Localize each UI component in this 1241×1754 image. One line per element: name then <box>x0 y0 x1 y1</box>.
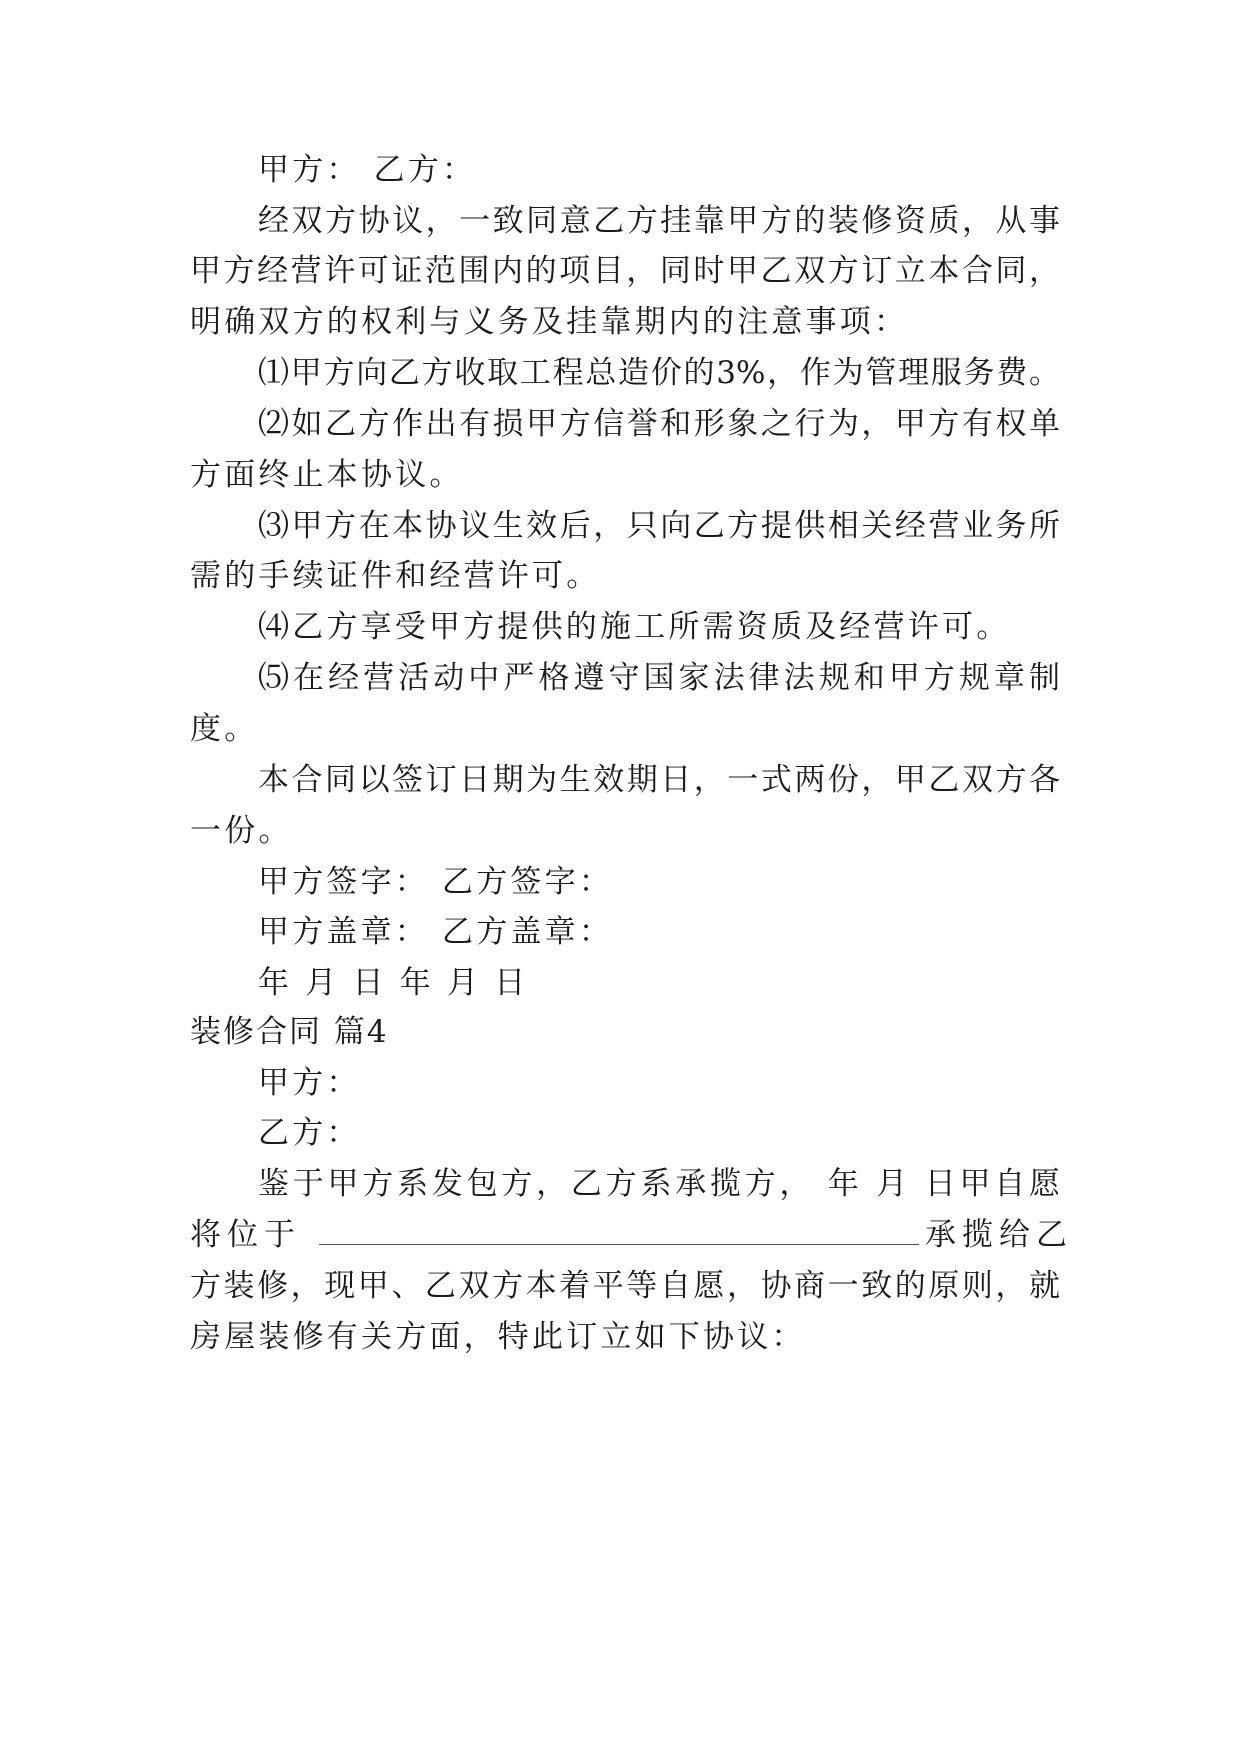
seal-line: 甲方盖章： 乙方盖章： <box>258 914 614 950</box>
parties-line: 甲方： 乙方： <box>258 152 477 188</box>
intro-line: 房屋装修有关方面，特此订立如下协议： <box>190 1319 806 1355</box>
party-b-label: 乙方： <box>258 1115 361 1151</box>
location-blank <box>319 1216 919 1245</box>
location-suffix: 承揽给乙 <box>925 1217 1073 1253</box>
location-prefix: 将位于 <box>190 1217 301 1253</box>
section-title: 装修合同 篇4 <box>190 1014 389 1050</box>
clause-2: ⑵如乙方作出有损甲方信誉和形象之行为，甲方有权单 <box>258 406 1060 442</box>
intro-line: 方装修，现甲、乙双方本着平等自愿，协商一致的原则，就 <box>190 1268 1060 1304</box>
signature-line: 甲方签字： 乙方签字： <box>258 864 614 900</box>
intro-line-location <box>190 1215 1073 1255</box>
clause-5-cont: 度。 <box>190 711 259 747</box>
paragraph-line: 经双方协议，一致同意乙方挂靠甲方的装修资质，从事 <box>258 203 1060 239</box>
clause-4: ⑷乙方享受甲方提供的施工所需资质及经营许可。 <box>258 609 1011 645</box>
clause-1: ⑴甲方向乙方收取工程总造价的3%，作为管理服务费。 <box>258 355 1060 391</box>
clause-3-cont: 需的手续证件和经营许可。 <box>190 558 601 594</box>
date-line: 年 月 日 年 月 日 <box>258 965 529 1001</box>
paragraph-line: 甲方经营许可证范围内的项目，同时甲乙双方订立本合同， <box>190 253 1060 289</box>
clause-5: ⑸在经营活动中严格遵守国家法律法规和甲方规章制 <box>258 660 1060 696</box>
effective-line-cont: 一份。 <box>190 813 293 849</box>
party-a-label: 甲方： <box>258 1065 361 1101</box>
clause-2-cont: 方面终止本协议。 <box>190 457 464 493</box>
clause-3: ⑶甲方在本协议生效后，只向乙方提供相关经营业务所 <box>258 508 1060 544</box>
intro-line: 鉴于甲方系发包方，乙方系承揽方， 年 月 日甲自愿 <box>258 1166 1060 1202</box>
paragraph-line: 明确双方的权利与义务及挂靠期内的注意事项： <box>190 304 909 340</box>
effective-line: 本合同以签订日期为生效期日，一式两份，甲乙双方各 <box>258 762 1060 798</box>
